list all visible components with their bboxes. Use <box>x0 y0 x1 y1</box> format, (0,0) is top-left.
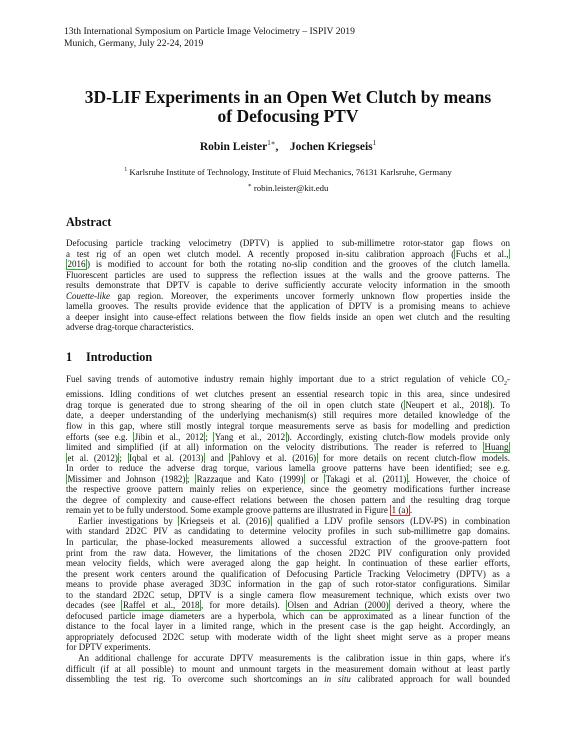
text-line: mean velocity fields, which were averaged along the gap height. In continuation of these earlier efforts, <box>66 558 510 569</box>
text-line: the present work centers around the qualification of Defocusing Particle Tracking Velocimetry (DPTV) as a <box>66 568 510 579</box>
citation-link[interactable]: Fuchs et al., <box>455 248 509 259</box>
text-line: a test rig of an open wet clutch model. A recently proposed in-situ calibration approach ( Fuchs et al., <box>66 248 509 259</box>
citation-link[interactable]: Huang <box>484 442 509 453</box>
citation-link[interactable]: 2016 <box>67 259 86 270</box>
text-line: to the standard 2D2C setup, DPTV is a single camera flow measurement technique, which exists over two <box>66 589 510 600</box>
citation-link[interactable]: Iqbal et al. (2013) <box>129 452 204 463</box>
title-line-2: of Defocusing PTV <box>217 106 359 126</box>
author-name: Robin Leister <box>199 140 268 153</box>
conference-location-date: Munich, Germany, July 22-24, 2019 <box>64 38 204 49</box>
text-line: et al. (2012) ; Iqbal et al. (2013) and Pahlovy et al. (2016) for more details on recent clutch-flow models. <box>67 452 510 463</box>
citation-link[interactable]: Raffel et al., 2018 <box>122 600 200 611</box>
text-line: drag torque is generated due to strong shearing of the oil in open clutch state ( Neupert et al., 2018 ). To <box>66 399 510 410</box>
citation-link[interactable]: Yang et al., 2012 <box>214 431 286 442</box>
title-line-1: 3D-LIF Experiments in an Open Wet Clutch by means <box>84 87 492 107</box>
text-line: 2016 ) is modified to account for both the rotating no-slip condition and the grooves of the clutch lamella. <box>67 259 510 270</box>
text-line: Missimer and Johnson (1982) ; Razzaque and Kato (1999) or Takagi et al. (2011) . However, the choice of <box>67 473 510 484</box>
author-list: Robin Leister$^{1∗}$, Jochen Kriegseis$^1$ <box>199 139 377 153</box>
citation-link[interactable]: Kriegseis et al. (2016) <box>179 515 270 526</box>
text-line: appropriately defocused 2D2C setup with moderate width of the light sheet might serve as a proper means <box>66 631 510 642</box>
affiliation <box>0 167 576 177</box>
text-line: flow in this gap, where still mostly integral torque measurements serve as basis for modelling and prediction <box>66 420 510 431</box>
author-mark: 1 <box>372 139 377 147</box>
text-line: for DPTV experiments. <box>66 642 151 653</box>
text-line: Fuel saving trends of automotive industry remain highly important due to a strict regulation of vehicle $CO_2-$ <box>66 374 510 387</box>
citation-link[interactable]: Takagi et al. (2011) <box>325 473 407 484</box>
text-line: means to provide phase averaged 3D3C information in the gap of such rotor-stator configurations. Similar <box>66 579 510 590</box>
text-line: Fluorescent particles are used to suppress the reflection issues at the walls and the groove patterns. The <box>66 269 510 280</box>
text-line: efforts (see e.g. Jibin et al., 2012 ; Yang et al., 2012 ). Accordingly, existing clutch-flow models provide only <box>66 431 510 442</box>
text-line: dissembling the test rig. To overcome such shortcomings an in situ calibrated approach for wall bounded <box>66 674 510 685</box>
text-line: Defocusing particle tracking velocimetry (DPTV) is applied to sub-millimetre rotor-stator gap flows on <box>66 238 510 248</box>
text-line: Couette-like gap region. Moreover, the experiments uncover formerly unknown flow properties inside the <box>66 290 510 301</box>
correspondence <box>0 182 576 193</box>
abstract-heading: Abstract <box>66 215 112 229</box>
text-line: print from the raw data. However, the limitations of the chosen 2D2C PIV configuration only provided <box>66 547 510 558</box>
introduction-heading <box>66 350 152 365</box>
author-name: Jochen Kriegseis <box>289 140 373 153</box>
text-line: In order to reduce the adverse drag torque, various lamella groove patterns have been identified; see e.g. <box>66 463 510 474</box>
conference-name: 13th International Symposium on Particle Image Velocimetry – ISPIV 2019 <box>64 26 355 37</box>
text-line: date, a deeper understanding of the underlying mechanism(s) still requires more detailed knowledge of the <box>66 410 510 421</box>
text-line: the degree of complexity and cause-effect relations between the chosen pattern and the resulting drag torque <box>66 494 510 505</box>
citation-link[interactable]: Olsen and Adrian (2000) <box>287 600 389 611</box>
text-line: Earlier investigations by Kriegseis et al. (2016) qualified a LDV profile sensors (LDV-PS) in combination <box>78 515 510 526</box>
section-number: 1 <box>66 350 73 364</box>
text-line: distance to the focal layer in a limited range, which in the present case is the gap height. Accordingly, an <box>66 621 510 632</box>
abstract-paragraph <box>66 238 510 333</box>
section-title: Introduction <box>86 350 153 364</box>
citation-link[interactable]: Pahlovy et al. (2016) <box>230 452 317 463</box>
text-line: difficult (if at all possible) to mount and unmount targets in the measurement domain without at least partly <box>66 663 510 674</box>
citation-link[interactable]: Razzaque and Kato (1999) <box>196 473 304 484</box>
affiliation-mark: 1 <box>124 167 128 174</box>
text-line: lamella grooves. The results provide evidence that the application of DPTV is a promising means to achieve <box>66 301 510 312</box>
text-line: a deeper insight into cause-effect relations between the flow fields inside an open wet clutch and the resulting <box>66 311 510 322</box>
affiliation-text: Karlsruhe Institute of Technology, Institute of Fluid Mechanics, 76131 Karlsruhe, Germany <box>129 167 452 177</box>
text-line: defocused particle image diameters are a hyperbola, which can be approximated as a linear function of the <box>66 610 510 621</box>
text-line: decades (see Raffel et al., 2018 , for more details). Olsen and Adrian (2000) derived a theory, where the <box>66 600 510 611</box>
text-line: limited and simplified (if at all) information on the velocity distributions. The reader is referred to Huang <box>66 442 509 453</box>
text-line: the respective groove pattern mainly relies on experience, since the geometry modifications further increase <box>66 484 510 495</box>
figure-reference-link[interactable]: 1 (a) <box>391 505 409 516</box>
citation-link[interactable]: et al. (2012) <box>67 452 118 463</box>
introduction-body <box>66 374 510 685</box>
text-line: with standard 2D2C PIV as candidating to determine velocity profiles in such sub-millimetre gap domains. <box>66 526 510 537</box>
citation-link[interactable]: Jibin et al., 2012 <box>134 431 204 442</box>
text-line: results demonstrate that DPTV is capable to derive sufficiently accurate velocity information in the smooth <box>66 280 510 291</box>
text-line: remain yet to be fully understood. Some example groove patterns are illustrated in Figure 1 (a) . <box>66 505 413 516</box>
citation-link[interactable]: Missimer and Johnson (1982) <box>67 473 186 484</box>
text-line: adverse drag-torque characteristics. <box>66 322 194 333</box>
text-line: In particular, the phase-locked measurements allowed a successful extraction of the groove-pattern foot <box>66 537 510 547</box>
text-line: emissions. Idling conditions of wet clutches present an essential research topic in this area, since undesired <box>66 389 510 400</box>
author-mark: 1∗ <box>267 139 276 147</box>
correspondence-email[interactable]: robin.leister@kit.edu <box>253 182 329 193</box>
text-line: An additional challenge for accurate DPTV measurements is the calibration issue in thin gaps, where it's <box>78 653 510 664</box>
paper-title <box>40 88 536 126</box>
conference-header <box>64 26 355 50</box>
correspondence-mark: ∗ <box>247 183 252 189</box>
citation-link[interactable]: Neupert et al., 2018 <box>405 399 488 410</box>
